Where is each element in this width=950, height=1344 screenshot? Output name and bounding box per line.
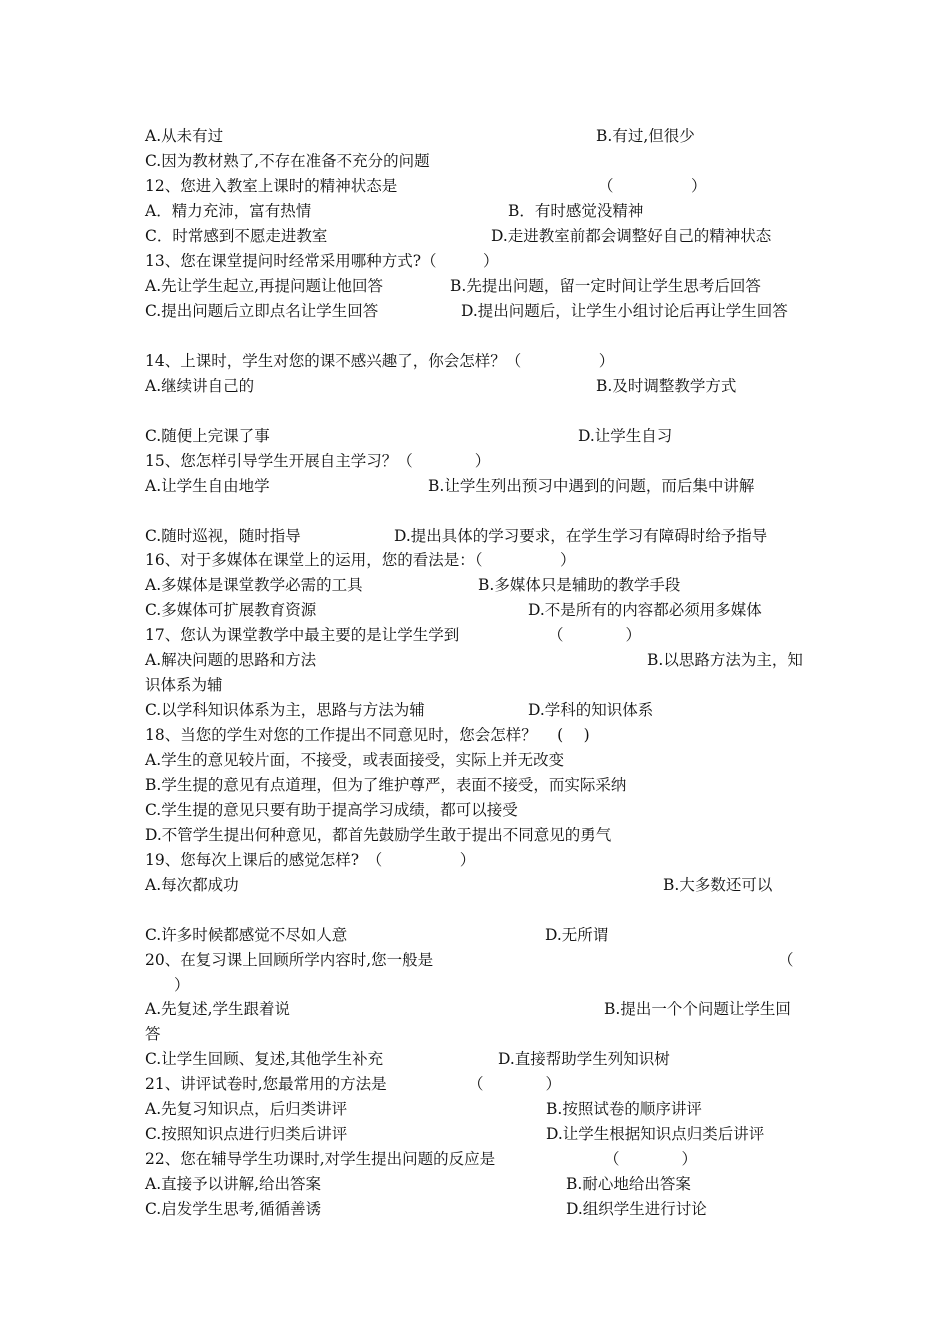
option-14-b: B.及时调整教学方式 — [596, 377, 737, 395]
option-18-d: D.不管学生提出何种意见，都首先鼓励学生敢于提出不同意见的勇气 — [145, 826, 612, 844]
option-18-c: C.学生提的意见只要有助于提高学习成绩，都可以接受 — [145, 801, 518, 819]
answer-blank-20-open: （ — [778, 951, 794, 969]
option-12-d: D.走进教室前都会调整好自己的精神状态 — [491, 227, 772, 245]
option-15-a: A.让学生自由地学 — [145, 477, 270, 495]
question-14: 14、上课时，学生对您的课不感兴趣了，你会怎样？（ ） — [145, 352, 615, 370]
option-16-d: D.不是所有的内容都必须用多媒体 — [528, 601, 762, 619]
option-19-a: A.每次都成功 — [145, 876, 239, 894]
answer-blank-12: （ ） — [598, 177, 707, 195]
option-21-c: C.按照知识点进行归类后讲评 — [145, 1125, 348, 1143]
option-17-b-continued: 识体系为辅 — [145, 676, 223, 694]
option-21-a: A.先复习知识点，后归类讲评 — [145, 1100, 348, 1118]
option-12-c: C．时常感到不愿走进教室 — [145, 227, 328, 245]
option-22-d: D.组织学生进行讨论 — [566, 1200, 707, 1218]
option-12-b: B．有时感觉没精神 — [508, 202, 644, 220]
option-17-a: A.解决问题的思路和方法 — [145, 651, 317, 669]
option-20-b: B.提出一个个问题让学生回 — [604, 1000, 791, 1018]
option-16-c: C.多媒体可扩展教育资源 — [145, 601, 317, 619]
option-12-a: A．精力充沛，富有热情 — [145, 202, 312, 220]
option-22-b: B.耐心地给出答案 — [566, 1175, 691, 1193]
option-20-b-continued: 答 — [145, 1025, 161, 1043]
question-20: 20、在复习课上回顾所学内容时,您一般是 — [145, 951, 434, 969]
option-19-d: D.无所谓 — [545, 926, 609, 944]
answer-blank-17: （ ） — [548, 626, 642, 644]
option-20-c: C.让学生回顾、复述,其他学生补充 — [145, 1050, 384, 1068]
option-20-d: D.直接帮助学生列知识树 — [498, 1050, 670, 1068]
option-19-c: C.许多时候都感觉不尽如人意 — [145, 926, 348, 944]
question-19: 19、您每次上课后的感觉怎样? （ ） — [145, 851, 476, 869]
question-22: 22、您在辅导学生功课时,对学生提出问题的反应是 — [145, 1150, 496, 1168]
option-15-c: C.随时巡视，随时指导 — [145, 527, 301, 545]
option-15-b: B.让学生列出预习中遇到的问题，而后集中讲解 — [428, 477, 755, 495]
answer-blank-20-close: ） — [174, 976, 190, 994]
option-22-c: C.启发学生思考,循循善诱 — [145, 1200, 322, 1218]
question-17: 17、您认为课堂教学中最主要的是让学生学到 — [145, 626, 460, 644]
option-11-c: C.因为教材熟了,不存在准备不充分的问题 — [145, 152, 430, 170]
answer-blank-21: （ ） — [468, 1075, 562, 1093]
option-14-a: A.继续讲自己的 — [145, 377, 255, 395]
question-13: 13、您在课堂提问时经常采用哪种方式?（ ） — [145, 252, 499, 270]
option-22-a: A.直接予以讲解,给出答案 — [145, 1175, 322, 1193]
option-11-a: A.从未有过 — [145, 127, 224, 145]
option-13-b: B.先提出问题，留一定时间让学生思考后回答 — [450, 277, 761, 295]
option-18-a: A.学生的意见较片面，不接受，或表面接受，实际上并无改变 — [145, 751, 565, 769]
option-11-b: B.有过,但很少 — [596, 127, 695, 145]
option-16-a: A.多媒体是课堂教学必需的工具 — [145, 576, 363, 594]
question-16: 16、对于多媒体在课堂上的运用，您的看法是：（ ） — [145, 551, 576, 569]
answer-blank-22: （ ） — [604, 1150, 698, 1168]
option-17-d: D.学科的知识体系 — [528, 701, 654, 719]
option-13-a: A.先让学生起立,再提问题让他回答 — [145, 277, 384, 295]
question-21: 21、讲评试卷时,您最常用的方法是 — [145, 1075, 387, 1093]
option-18-b: B.学生提的意见有点道理，但为了维护尊严，表面不接受，而实际采纳 — [145, 776, 627, 794]
question-15: 15、您怎样引导学生开展自主学习？（ ） — [145, 452, 491, 470]
option-19-b: B.大多数还可以 — [663, 876, 773, 894]
option-17-c: C.以学科知识体系为主，思路与方法为辅 — [145, 701, 425, 719]
question-12: 12、您进入教室上课时的精神状态是 — [145, 177, 398, 195]
option-15-d: D.提出具体的学习要求，在学生学习有障碍时给予指导 — [394, 527, 768, 545]
option-13-c: C.提出问题后立即点名让学生回答 — [145, 302, 379, 320]
option-21-d: D.让学生根据知识点归类后讲评 — [546, 1125, 765, 1143]
option-20-a: A.先复述,学生跟着说 — [145, 1000, 291, 1018]
option-14-d: D.让学生自习 — [578, 427, 673, 445]
option-21-b: B.按照试卷的顺序讲评 — [546, 1100, 702, 1118]
question-18: 18、当您的学生对您的工作提出不同意见时，您会怎样？ ( ) — [145, 726, 590, 744]
option-17-b: B.以思路方法为主，知 — [647, 651, 803, 669]
option-16-b: B.多媒体只是辅助的教学手段 — [478, 576, 681, 594]
option-14-c: C.随便上完课了事 — [145, 427, 270, 445]
option-13-d: D.提出问题后，让学生小组讨论后再让学生回答 — [461, 302, 788, 320]
